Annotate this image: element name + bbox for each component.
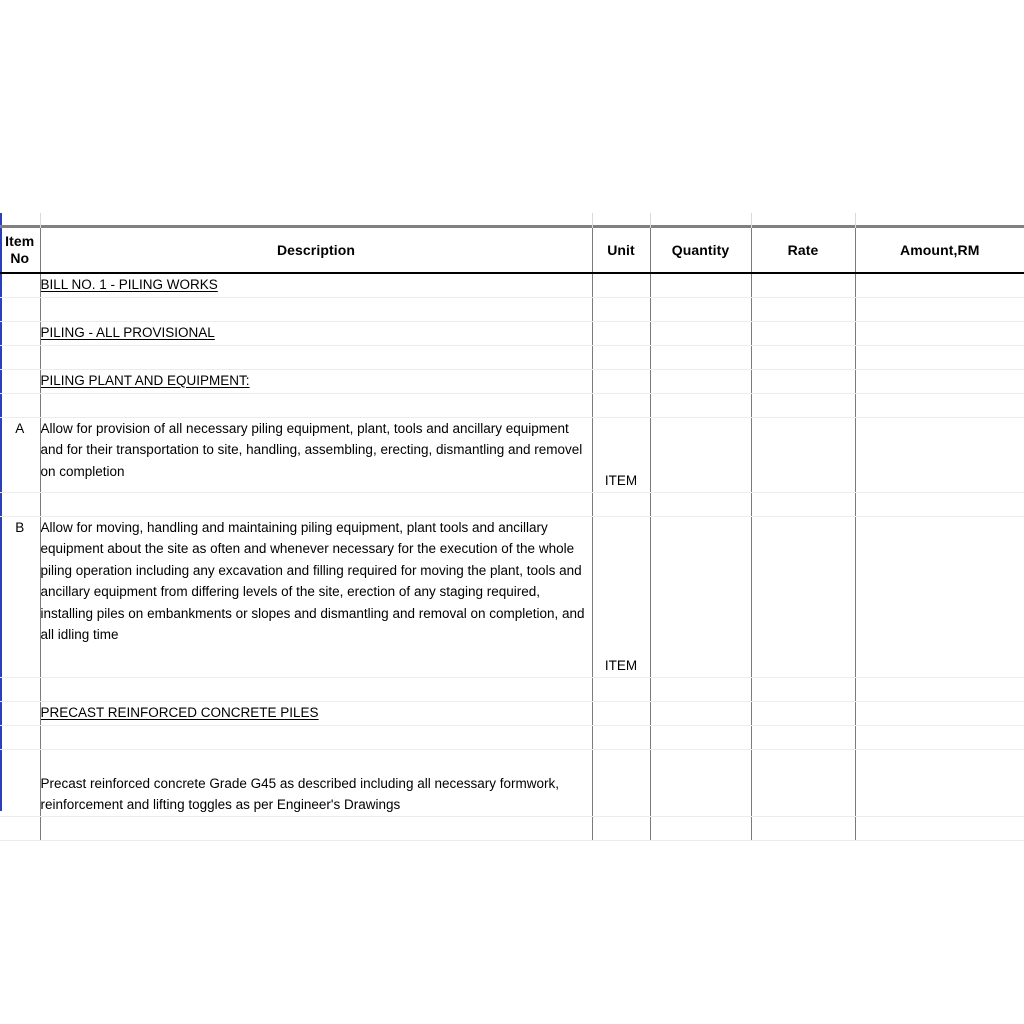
cell-quantity[interactable] xyxy=(650,516,751,677)
cell-item-no[interactable] xyxy=(0,677,40,701)
column-header-description: Description xyxy=(40,228,592,273)
cell-item-no[interactable]: B xyxy=(0,516,40,677)
cell-description[interactable] xyxy=(40,321,592,345)
column-header-quantity: Quantity xyxy=(650,228,751,273)
cell-quantity[interactable] xyxy=(650,492,751,516)
cell-rate[interactable] xyxy=(751,749,855,816)
description-text: Precast reinforced concrete Grade G45 as described including all necessary formwork, reinforcement and lifting toggles as per Engineer's Drawings xyxy=(40,775,559,812)
cell-unit[interactable] xyxy=(592,749,650,816)
cell-item-no[interactable] xyxy=(0,393,40,417)
cell-quantity[interactable] xyxy=(650,321,751,345)
cell-unit[interactable] xyxy=(592,677,650,701)
cell-rate[interactable] xyxy=(751,321,855,345)
cell-description[interactable] xyxy=(40,492,592,516)
cell-unit[interactable] xyxy=(592,492,650,516)
cell-item-no[interactable] xyxy=(0,816,40,840)
cell-unit[interactable] xyxy=(592,701,650,725)
table-row[interactable] xyxy=(0,725,1024,749)
column-header-item-no xyxy=(0,228,40,273)
cell-item-no[interactable] xyxy=(0,345,40,369)
cell-amount[interactable] xyxy=(855,492,1024,516)
table-body xyxy=(0,273,1024,840)
cell-amount[interactable] xyxy=(855,321,1024,345)
cell-amount[interactable] xyxy=(855,369,1024,393)
bill-of-quantities-table xyxy=(0,228,1024,841)
cell-quantity[interactable] xyxy=(650,369,751,393)
cell-item-no[interactable] xyxy=(0,273,40,297)
cell-item-no[interactable] xyxy=(0,369,40,393)
cell-quantity[interactable] xyxy=(650,417,751,492)
cell-description[interactable] xyxy=(40,516,592,677)
table-row[interactable] xyxy=(0,345,1024,369)
cell-amount[interactable] xyxy=(855,701,1024,725)
cell-amount[interactable] xyxy=(855,725,1024,749)
cell-unit[interactable] xyxy=(592,321,650,345)
cell-amount[interactable] xyxy=(855,273,1024,297)
column-header-item-no-line1: Item xyxy=(5,233,35,249)
table-row[interactable] xyxy=(0,297,1024,321)
table-row[interactable] xyxy=(0,393,1024,417)
column-separator-description xyxy=(592,213,593,228)
cell-quantity[interactable] xyxy=(650,749,751,816)
table-row[interactable] xyxy=(0,492,1024,516)
description-text: PILING - ALL PROVISIONAL xyxy=(40,324,215,340)
table-row[interactable] xyxy=(0,701,1024,725)
cell-unit[interactable] xyxy=(592,393,650,417)
cell-rate[interactable] xyxy=(751,677,855,701)
table-row[interactable] xyxy=(0,749,1024,816)
column-separator-quantity xyxy=(751,213,752,228)
cell-rate[interactable] xyxy=(751,369,855,393)
cell-rate[interactable] xyxy=(751,701,855,725)
description-text: Allow for moving, handling and maintaining piling equipment, plant tools and ancillary equipment about the site as often and whenever necessary for the execution of the whole piling operation including any excavation and filling required for moving the plant, tools and ancillary equipment from differing levels of the site, erection of any staging required, installing piles on embankments or slopes and dismantling and removal on completion, and all idling time xyxy=(40,519,585,642)
cell-quantity[interactable] xyxy=(650,297,751,321)
description-text: BILL NO. 1 - PILING WORKS xyxy=(40,277,218,292)
cell-description[interactable] xyxy=(40,701,592,725)
cell-quantity[interactable] xyxy=(650,345,751,369)
cell-description[interactable] xyxy=(40,417,592,492)
cell-unit[interactable] xyxy=(592,816,650,840)
cell-description[interactable] xyxy=(40,273,592,297)
spreadsheet-sheet xyxy=(0,213,1024,811)
cell-item-no[interactable]: A xyxy=(0,417,40,492)
column-header-amount: Amount,RM xyxy=(855,228,1024,273)
table-row[interactable] xyxy=(0,816,1024,840)
column-header-unit: Unit xyxy=(592,228,650,273)
cell-rate[interactable] xyxy=(751,492,855,516)
cell-unit[interactable] xyxy=(592,725,650,749)
cell-item-no[interactable] xyxy=(0,749,40,816)
description-text: PILING PLANT AND EQUIPMENT: xyxy=(40,372,250,388)
description-text: Allow for provision of all necessary piling equipment, plant, tools and ancillary equipment and for their transportation to site, handling, assembling, erecting, dismantling and removel on completion xyxy=(40,420,583,479)
clipped-row-above-header xyxy=(0,213,1024,228)
cell-item-no[interactable] xyxy=(0,725,40,749)
description-text: PRECAST REINFORCED CONCRETE PILES xyxy=(40,704,319,720)
cell-amount[interactable] xyxy=(855,393,1024,417)
cell-quantity[interactable] xyxy=(650,273,751,297)
cell-amount[interactable] xyxy=(855,749,1024,816)
table-row[interactable] xyxy=(0,677,1024,701)
cell-description[interactable] xyxy=(40,297,592,321)
column-separator-unit xyxy=(650,213,651,228)
cell-amount[interactable] xyxy=(855,345,1024,369)
table-row[interactable] xyxy=(0,273,1024,297)
table-row[interactable] xyxy=(0,516,1024,677)
cell-description[interactable] xyxy=(40,749,592,816)
cell-item-no[interactable] xyxy=(0,701,40,725)
table-row[interactable] xyxy=(0,417,1024,492)
cell-unit[interactable] xyxy=(592,369,650,393)
cell-item-no[interactable] xyxy=(0,321,40,345)
cell-quantity[interactable] xyxy=(650,816,751,840)
cell-amount[interactable] xyxy=(855,677,1024,701)
cell-rate[interactable] xyxy=(751,345,855,369)
cell-unit[interactable] xyxy=(592,273,650,297)
cell-quantity[interactable] xyxy=(650,725,751,749)
cell-quantity[interactable] xyxy=(650,677,751,701)
cell-description[interactable] xyxy=(40,369,592,393)
cell-description[interactable] xyxy=(40,393,592,417)
table-row[interactable] xyxy=(0,369,1024,393)
cell-rate[interactable] xyxy=(751,297,855,321)
table-header-row xyxy=(0,228,1024,273)
cell-rate[interactable] xyxy=(751,725,855,749)
cell-description[interactable] xyxy=(40,345,592,369)
column-separator-rate xyxy=(855,213,856,228)
cell-description[interactable] xyxy=(40,725,592,749)
cell-rate[interactable] xyxy=(751,393,855,417)
cell-item-no[interactable] xyxy=(0,492,40,516)
cell-quantity[interactable] xyxy=(650,701,751,725)
cell-amount[interactable] xyxy=(855,516,1024,677)
column-separator-item xyxy=(40,213,41,228)
cell-description[interactable] xyxy=(40,816,592,840)
cell-rate[interactable] xyxy=(751,516,855,677)
cell-item-no[interactable] xyxy=(0,297,40,321)
cell-unit[interactable]: ITEM xyxy=(592,417,650,492)
cell-rate[interactable] xyxy=(751,816,855,840)
column-header-item-no-line2: No xyxy=(10,250,30,266)
cell-amount[interactable] xyxy=(855,417,1024,492)
cell-unit[interactable] xyxy=(592,345,650,369)
cell-amount[interactable] xyxy=(855,816,1024,840)
cell-unit[interactable]: ITEM xyxy=(592,516,650,677)
cell-quantity[interactable] xyxy=(650,393,751,417)
cell-rate[interactable] xyxy=(751,273,855,297)
column-header-rate: Rate xyxy=(751,228,855,273)
cell-description[interactable] xyxy=(40,677,592,701)
table-row[interactable] xyxy=(0,321,1024,345)
cell-unit[interactable] xyxy=(592,297,650,321)
cell-rate[interactable] xyxy=(751,417,855,492)
cell-amount[interactable] xyxy=(855,297,1024,321)
